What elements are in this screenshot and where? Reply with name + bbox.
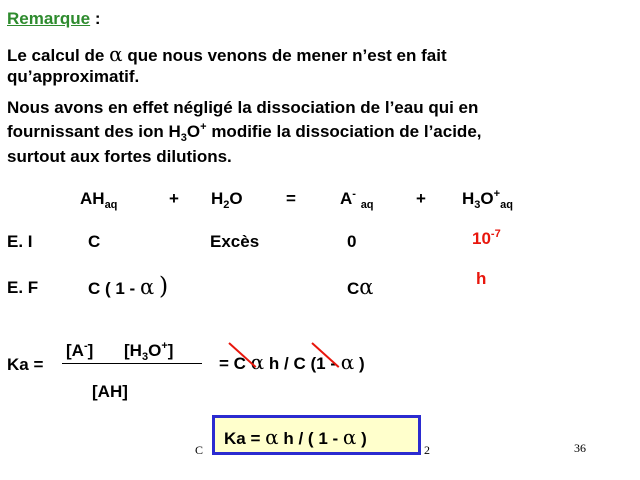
alpha-symbol: α	[250, 350, 265, 374]
para2-line3: surtout aux fortes dilutions.	[7, 147, 232, 166]
eq-a-text: A	[340, 189, 353, 208]
ka-rhs-paren: (1 -	[310, 354, 337, 373]
ef-label: E. F	[7, 278, 39, 297]
alpha-symbol: α	[265, 425, 279, 449]
ka-num-h3o-o: O	[148, 341, 162, 360]
eq-a-sub: aq	[360, 199, 374, 211]
eq-h3o-o: O	[480, 189, 494, 208]
ka-rhs-eq: = C	[219, 354, 246, 373]
eq-plus-2: +	[416, 189, 426, 208]
ef-h: h	[476, 269, 487, 288]
eq-h3o-h: H	[462, 189, 475, 208]
eq-equals: =	[286, 189, 296, 208]
eq-h2o-h: H	[211, 189, 224, 208]
para2-text-c: modifie la dissociation de l’acide,	[206, 122, 482, 141]
para2-sup: +	[200, 121, 207, 133]
remark-heading	[7, 8, 101, 30]
para1-line2: qu’approximatif.	[7, 67, 140, 86]
remark-label: Remarque	[7, 9, 91, 28]
alpha-symbol: α	[139, 275, 155, 299]
ei-label: E. I	[7, 232, 33, 251]
ka-denominator: [AH]	[92, 382, 128, 401]
page-number: 36	[574, 441, 586, 455]
eq-ah-sub: aq	[104, 199, 118, 211]
eq-h2o	[211, 188, 243, 210]
eq-h3o-aq: aq	[500, 199, 513, 211]
ka-num-a-text: [A	[66, 341, 84, 360]
ef-c-close: )	[158, 272, 169, 300]
ka-num-a-close: ]	[87, 341, 94, 360]
ka-rhs-h: h /	[268, 354, 289, 373]
ka-num-h3o-close: ]	[167, 341, 174, 360]
footer-left-char: C	[195, 443, 204, 457]
footer-right-char: 2	[424, 443, 430, 457]
ef-c-alpha	[347, 276, 373, 300]
ka-label: Ka =	[7, 355, 44, 374]
ka-num-a-sup: -	[83, 340, 88, 352]
result-box	[212, 415, 421, 455]
ef-c-open: C ( 1 -	[88, 279, 136, 298]
ei-h3o-base: 10	[472, 229, 491, 248]
para1-text-b: que nous venons de mener n’est en fait	[127, 46, 447, 65]
eq-plus-1: +	[169, 189, 179, 208]
ef-ca-c: C	[347, 279, 360, 298]
result-text-b: h / ( 1 -	[283, 429, 339, 448]
ei-zero: 0	[347, 232, 357, 251]
para2-sub: 3	[180, 132, 187, 144]
ei-h3o-exp: -7	[490, 228, 501, 240]
para2-text-a: fournissant des ion H	[7, 122, 181, 141]
ei-h3o-initial	[472, 228, 501, 250]
ei-c: C	[88, 232, 101, 251]
result-text-c: )	[361, 429, 367, 448]
eq-h2o-o: O	[229, 189, 243, 208]
ka-rhs-close: )	[359, 354, 365, 373]
eq-h3o-sup: +	[493, 188, 501, 200]
ei-water: Excès	[210, 232, 260, 251]
eq-a	[340, 188, 374, 210]
alpha-symbol: α	[340, 350, 355, 374]
ef-c-expression	[88, 272, 169, 300]
para2-line2	[7, 121, 482, 143]
ka-num-a	[66, 340, 93, 362]
eq-ah	[80, 188, 117, 210]
para1-line1	[7, 43, 447, 67]
result-text-a: Ka =	[224, 429, 261, 448]
alpha-symbol: α	[342, 425, 357, 449]
eq-a-sup: -	[352, 188, 356, 200]
ka-num-h3o-sup: +	[161, 340, 168, 352]
remark-colon: :	[94, 9, 101, 28]
alpha-symbol: α	[359, 275, 374, 299]
ka-num-h3o	[124, 340, 173, 362]
eq-h3o	[462, 188, 513, 210]
ka-num-h3o-sub: 3	[141, 351, 149, 363]
result-formula	[224, 426, 367, 450]
eq-h3o-sub: 3	[474, 199, 481, 211]
para2-line1: Nous avons en effet négligé la dissociation de l’eau qui en	[7, 98, 479, 117]
ka-rhs-c: C	[293, 354, 306, 373]
para1-text-a: Le calcul de	[7, 46, 105, 65]
para2-text-o: O	[186, 122, 201, 141]
eq-h2o-sub: 2	[223, 199, 230, 211]
ka-num-h3o-open: [H	[124, 341, 142, 360]
eq-ah-text: AH	[80, 189, 105, 208]
alpha-symbol: α	[109, 42, 123, 66]
ka-fraction-bar	[62, 363, 202, 364]
